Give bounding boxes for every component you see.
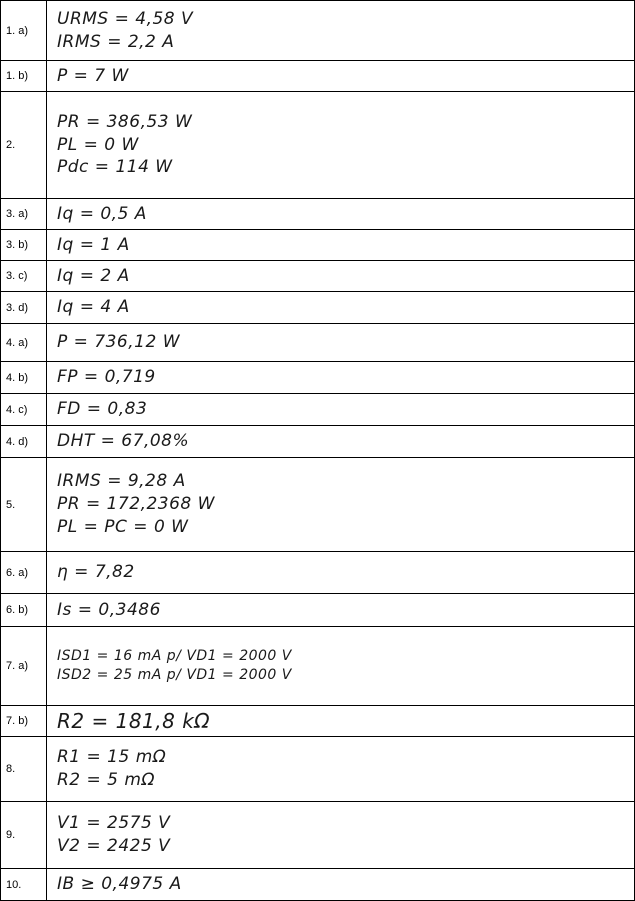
answer-line: Iq = 0,5 A bbox=[57, 203, 147, 224]
answer-line: Iq = 1 A bbox=[57, 234, 130, 255]
answer-line: IRMS = 2,2 A bbox=[57, 31, 175, 52]
question-number: 10. bbox=[1, 869, 47, 900]
question-number: 4. c) bbox=[1, 394, 47, 425]
answer-line: Is = 0,3486 bbox=[57, 599, 161, 620]
table-row bbox=[1, 92, 634, 199]
table-row bbox=[1, 1, 634, 61]
answer-line: Iq = 2 A bbox=[57, 265, 130, 286]
answer-cell bbox=[47, 627, 634, 705]
table-row bbox=[1, 230, 634, 261]
table-row bbox=[1, 737, 634, 802]
question-number: 2. bbox=[1, 92, 47, 198]
table-row bbox=[1, 324, 634, 362]
table-row bbox=[1, 802, 634, 869]
answer-cell bbox=[47, 261, 634, 291]
table-row bbox=[1, 552, 634, 594]
answer-line: V1 = 2575 V bbox=[57, 813, 171, 834]
answer-cell bbox=[47, 324, 634, 361]
answer-line: PL = PC = 0 W bbox=[57, 516, 189, 537]
question-number: 3. d) bbox=[1, 292, 47, 323]
table-row bbox=[1, 594, 634, 627]
answer-cell bbox=[47, 1, 634, 60]
table-row bbox=[1, 426, 634, 458]
table-row bbox=[1, 292, 634, 324]
answer-line: ISD1 = 16 mA p/ VD1 = 2000 V bbox=[57, 648, 292, 665]
answer-line: R2 = 5 mΩ bbox=[57, 770, 155, 790]
answer-line: FP = 0,719 bbox=[57, 367, 156, 388]
table-row bbox=[1, 199, 634, 230]
answer-line: Pdc = 114 W bbox=[57, 157, 173, 178]
answer-line: FD = 0,83 bbox=[57, 399, 148, 420]
answer-cell bbox=[47, 230, 634, 260]
answer-line: PR = 386,53 W bbox=[57, 111, 193, 132]
answer-cell bbox=[47, 594, 634, 626]
table-row bbox=[1, 261, 634, 292]
question-number: 3. c) bbox=[1, 261, 47, 291]
question-number: 4. b) bbox=[1, 362, 47, 393]
question-number: 6. b) bbox=[1, 594, 47, 626]
question-number: 9. bbox=[1, 802, 47, 868]
question-number: 1. a) bbox=[1, 1, 47, 60]
answer-cell bbox=[47, 199, 634, 229]
question-number: 6. a) bbox=[1, 552, 47, 593]
question-number: 4. a) bbox=[1, 324, 47, 361]
answer-cell bbox=[47, 61, 634, 91]
answer-cell bbox=[47, 92, 634, 198]
answer-line: Iq = 4 A bbox=[57, 297, 130, 318]
answer-line: URMS = 4,58 V bbox=[57, 8, 194, 29]
table-row bbox=[1, 458, 634, 552]
answer-line: η = 7,82 bbox=[57, 562, 135, 583]
answer-cell bbox=[47, 394, 634, 425]
question-number: 7. b) bbox=[1, 706, 47, 736]
answer-line: PR = 172,2368 W bbox=[57, 494, 215, 515]
answer-cell bbox=[47, 706, 634, 736]
answer-cell bbox=[47, 802, 634, 868]
question-number: 3. a) bbox=[1, 199, 47, 229]
table-row bbox=[1, 394, 634, 426]
answer-cell bbox=[47, 458, 634, 551]
answer-line: V2 = 2425 V bbox=[57, 836, 171, 856]
answer-line: R2 = 181,8 kΩ bbox=[57, 708, 211, 733]
question-number: 8. bbox=[1, 737, 47, 801]
answer-cell bbox=[47, 552, 634, 593]
answer-line: ISD2 = 25 mA p/ VD1 = 2000 V bbox=[57, 667, 292, 683]
answer-cell bbox=[47, 362, 634, 393]
answer-cell bbox=[47, 292, 634, 323]
answer-line: P = 7 W bbox=[57, 65, 129, 86]
table-row bbox=[1, 61, 634, 92]
table-row bbox=[1, 362, 634, 394]
question-number: 1. b) bbox=[1, 61, 47, 91]
answer-line: DHT = 67,08% bbox=[57, 431, 190, 452]
table-row bbox=[1, 706, 634, 737]
table-row bbox=[1, 869, 634, 900]
answer-cell bbox=[47, 869, 634, 900]
question-number: 3. b) bbox=[1, 230, 47, 260]
answer-line: R1 = 15 mΩ bbox=[57, 747, 167, 768]
answer-line: IB ≥ 0,4975 A bbox=[57, 874, 182, 895]
answer-line: PL = 0 W bbox=[57, 134, 139, 155]
question-number: 4. d) bbox=[1, 426, 47, 457]
answer-line: IRMS = 9,28 A bbox=[57, 471, 186, 492]
answer-cell bbox=[47, 737, 634, 801]
table-row bbox=[1, 627, 634, 706]
answer-line: P = 736,12 W bbox=[57, 332, 180, 353]
question-number: 7. a) bbox=[1, 627, 47, 705]
answer-cell bbox=[47, 426, 634, 457]
question-number: 5. bbox=[1, 458, 47, 551]
